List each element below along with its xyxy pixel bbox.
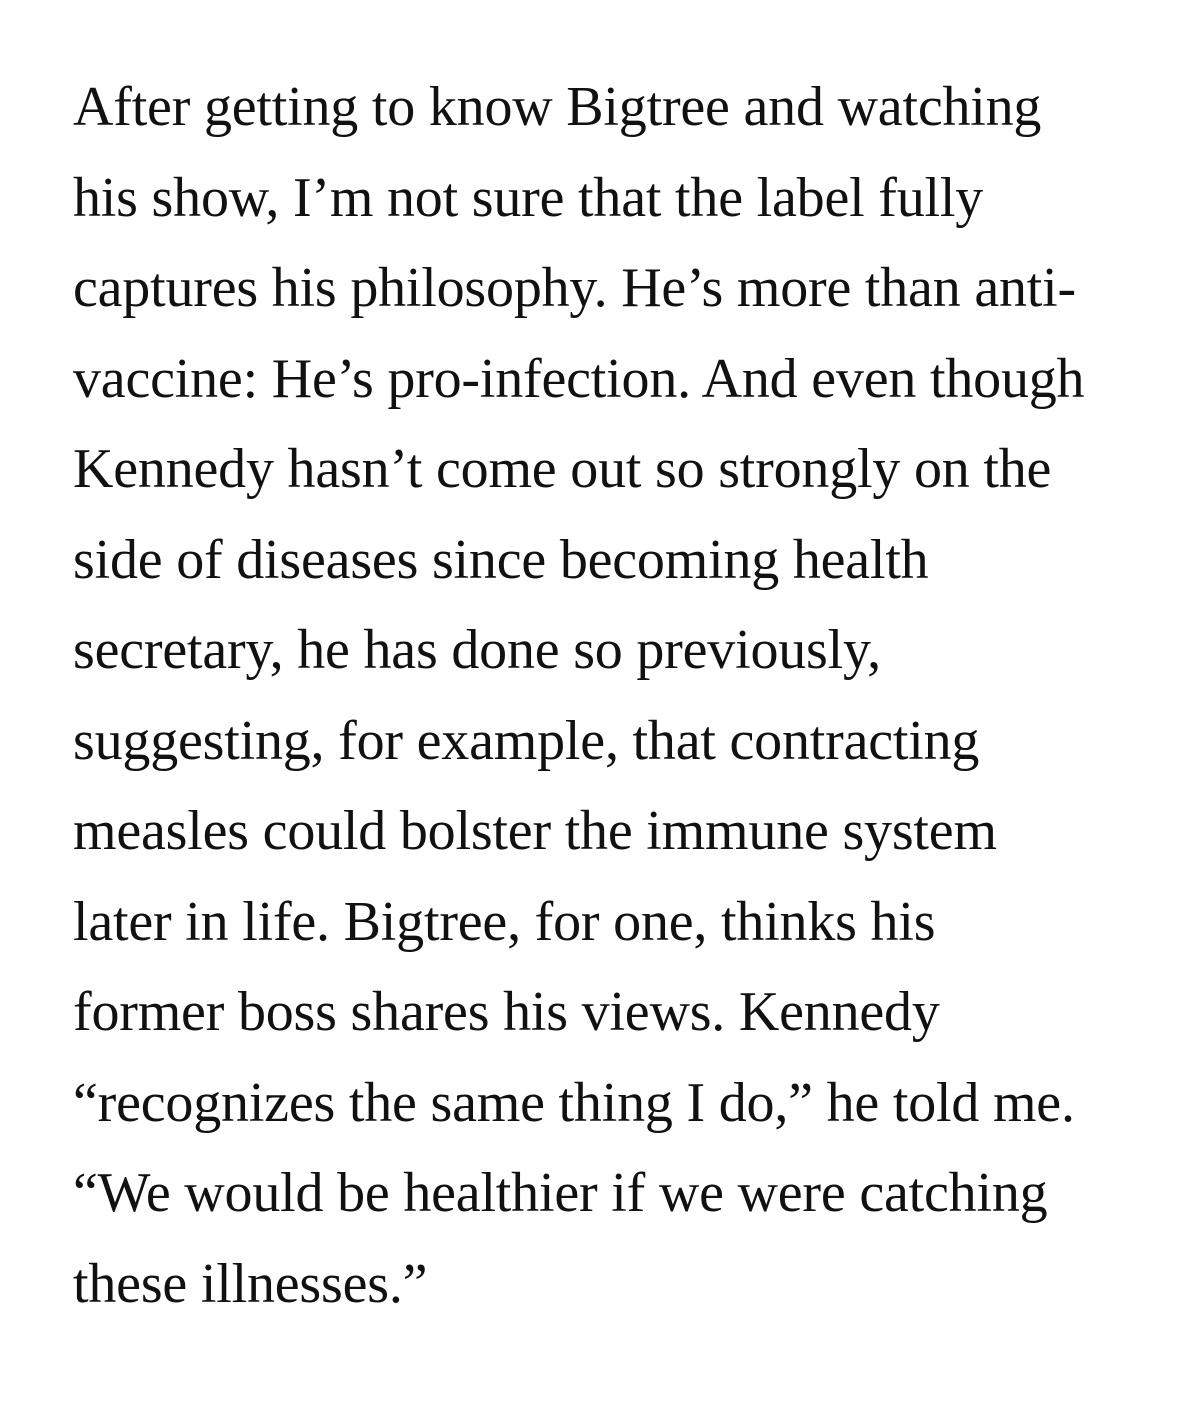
paragraph-line: After getting to know Bigtree and watching	[73, 76, 1042, 138]
paragraph-line: “recognizes the same thing I do,” he told me.	[73, 1071, 1075, 1134]
paragraph-line: captures his philosophy. He’s more than anti-	[73, 257, 1076, 319]
article-paragraph	[73, 62, 1173, 1329]
paragraph-line: former boss shares his views. Kennedy	[73, 981, 940, 1043]
paragraph-line: vaccine: He’s pro-infection. And even though	[73, 347, 1085, 410]
paragraph-line: secretary, he has done so previously,	[73, 619, 881, 681]
paragraph-line: suggesting, for example, that contracting	[73, 709, 980, 772]
paragraph-line: Kennedy hasn’t come out so strongly on the	[73, 438, 1052, 500]
paragraph-line: these illnesses.”	[73, 1252, 428, 1315]
paragraph-line: “We would be healthier if we were catching	[73, 1162, 1048, 1224]
paragraph-line: measles could bolster the immune system	[73, 800, 997, 862]
paragraph-line: his show, I’m not sure that the label fully	[73, 166, 984, 229]
paragraph-line: side of diseases since becoming health	[73, 528, 929, 591]
paragraph-line: later in life. Bigtree, for one, thinks his	[73, 890, 936, 953]
